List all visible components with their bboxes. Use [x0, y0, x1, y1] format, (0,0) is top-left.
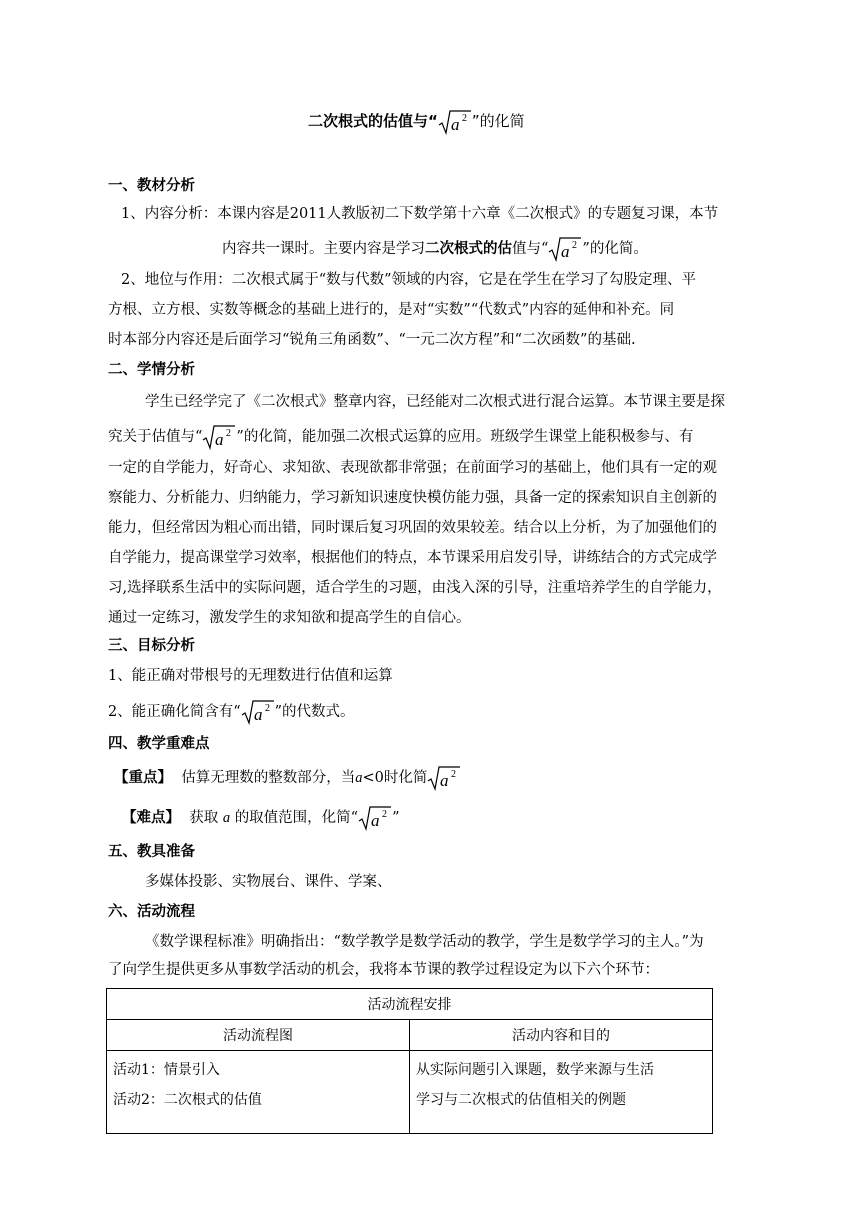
s1-p1-line1: 1、内容分析：本课内容是2011人教版初二下数学第十六章《二次根式》的专题复习课，本节: [121, 206, 719, 222]
s1-p2-line3: 时本部分内容还是后面学习“锐角三角函数”、“一元二次方程”和“二次函数”的基础.: [108, 332, 636, 348]
svg-text:a: a: [561, 242, 570, 261]
section-heading-1: 一、教材分析: [108, 178, 195, 194]
section-heading-6: 六、活动流程: [108, 904, 195, 920]
sqrt-a-squared-formula: [202, 423, 236, 451]
sqrt-base: a: [450, 114, 460, 134]
s2-line7: 习,选择联系生活中的实际问题，适合学生的习题，由浅入深的引导，注重培养学生的自学能力，: [108, 580, 722, 596]
s1-p1-line2: 内容共一课时。主要内容是学习二次根式的估值与“ a 2 ”的化简。: [222, 234, 648, 264]
s2-line8: 通过一定练习，激发学生的求知欲和提高学生的自信心。: [108, 610, 471, 626]
svg-text:2: 2: [264, 703, 270, 714]
svg-text:2: 2: [226, 428, 232, 439]
section-heading-4: 四、教学重难点: [108, 736, 210, 752]
key-point-label: 【重点】: [114, 770, 172, 786]
s2-line5: 能力，但经常因为粗心而出错，同时课后复习巩固的效果较差。结合以上分析，为了加强他们的: [108, 520, 717, 536]
page-title: [308, 106, 525, 136]
sqrt-a-squared-formula: [438, 108, 472, 136]
section-heading-3: 三、目标分析: [108, 638, 195, 654]
section-heading-2: 二、学情分析: [108, 362, 195, 378]
sqrt-a-squared-formula: [358, 804, 392, 832]
table-caption-row: [107, 989, 713, 1020]
difficult-point: 【难点】 获取 a 的取值范围，化简“ a 2 ”: [122, 802, 400, 834]
table-header-col2: 活动内容和目的: [410, 1020, 713, 1051]
table-cell-left: 活动1：情景引入 活动2：二次根式的估值: [107, 1051, 410, 1134]
s1-p2-line1: 2、地位与作用：二次根式属于“数与代数”领域的内容，它是在学生在学习了勾股定理、平: [121, 272, 697, 288]
sqrt-a-squared-formula: [427, 764, 461, 792]
sqrt-a-squared-formula: [548, 235, 582, 263]
svg-text:a: a: [253, 705, 263, 724]
svg-text:2: 2: [451, 769, 457, 780]
table-cell-right: 从实际问题引入课题，数学来源与生活 学习与二次根式的估值相关的例题: [410, 1051, 713, 1134]
svg-text:a: a: [371, 811, 380, 830]
svg-text:a: a: [440, 771, 449, 790]
s6-line2: 了向学生提供更多从事数学活动的机会，我将本节课的教学过程设定为以下六个环节：: [108, 962, 659, 978]
sqrt-a-squared-formula: [241, 698, 275, 726]
table-header-row: [107, 1020, 713, 1051]
activity-flow-table: [106, 988, 713, 1134]
s2-line1: 学生已经学完了《二次根式》整章内容，已经能对二次根式进行混合运算。本节课主要是探: [145, 394, 725, 410]
title-suffix: ”的化简: [471, 112, 525, 130]
key-point: 【重点】 估算无理数的整数部分，当a<0时化简 a 2: [114, 762, 461, 794]
difficult-point-label: 【难点】: [122, 810, 180, 826]
table-row: [107, 1051, 713, 1134]
svg-text:2: 2: [382, 809, 388, 820]
goal-2: 2、能正确化简含有“ a 2 ”的代数式。: [108, 697, 355, 727]
teaching-aids: 多媒体投影、实物展台、课件、学案、: [145, 874, 392, 890]
sqrt-exp: 2: [461, 112, 467, 124]
s2-line6: 自学能力，提高课堂学习效率，根据他们的特点，本节课采用启发引导，讲练结合的方式完成学: [108, 550, 717, 566]
table-header-col1: 活动流程图: [107, 1020, 410, 1051]
s2-line3: 一定的自学能力，好奇心、求知欲、表现欲都非常强；在前面学习的基础上，他们具有一定的观: [108, 460, 717, 476]
svg-text:a: a: [215, 430, 224, 449]
svg-text:2: 2: [572, 240, 578, 251]
s2-line4: 察能力、分析能力、归纳能力，学习新知识速度快模仿能力强，具备一定的探索知识自主创新的: [108, 490, 717, 506]
goal-1: 1、能正确对带根号的无理数进行估值和运算: [108, 668, 393, 684]
s2-line2: 究关于估值与“ a 2 ”的化简，能加强二次根式运算的应用。班级学生课堂上能积极参与、有: [108, 422, 693, 452]
s1-p2-line2: 方根、立方根、实数等概念的基础上进行的，是对“实数”“代数式”内容的延伸和补充。同: [108, 302, 675, 318]
s6-line1: 《数学课程标准》明确指出：“数学教学是数学活动的教学，学生是数学学习的主人。”为: [145, 934, 704, 950]
section-heading-5: 五、教具准备: [108, 844, 195, 860]
title-prefix: 二次根式的估值与“: [308, 112, 438, 130]
table-caption: 活动流程安排: [107, 989, 713, 1020]
